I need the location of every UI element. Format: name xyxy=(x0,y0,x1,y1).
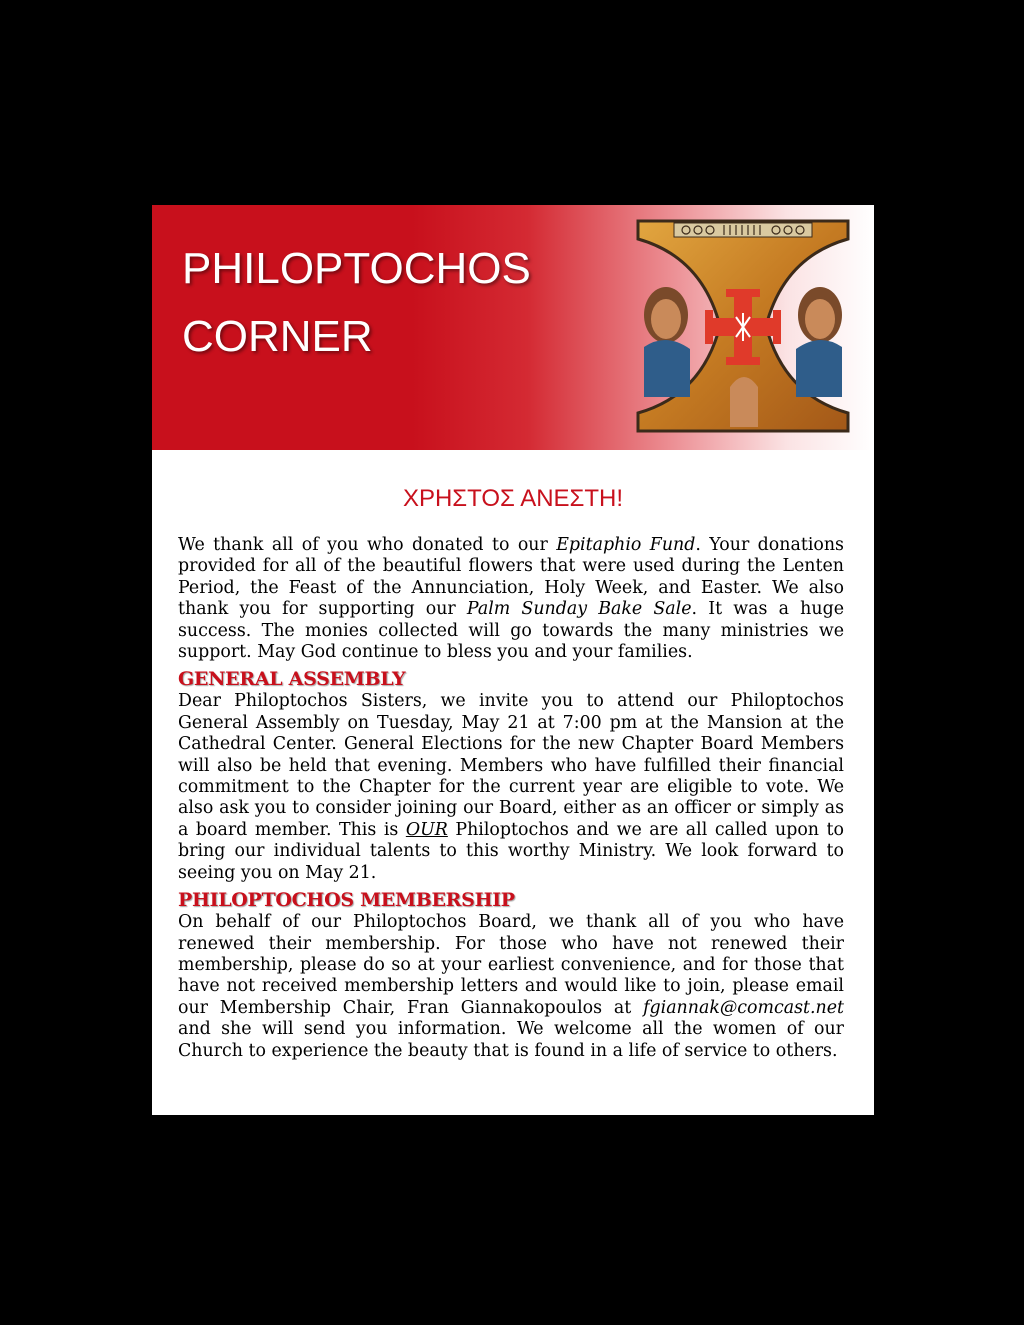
general-assembly-paragraph xyxy=(178,691,844,884)
intro-text-1: We thank all of you who donated to our xyxy=(178,535,557,555)
intro-text-2: . Your donations provided for all of the beautiful flowers that were used during the Lenten Period, the Feast of the Annunciation, Holy Week, and Easter. We also thank you for supporting our xyxy=(178,535,844,620)
intro-paragraph xyxy=(178,535,844,663)
membership-paragraph xyxy=(178,912,844,1062)
newsletter-page xyxy=(152,205,874,1115)
newsletter-content xyxy=(178,535,844,1062)
epitaphio-fund-text: Epitaphio Fund xyxy=(556,535,696,555)
general-assembly-text-1: Dear Philoptochos Sisters, we invite you to attend our Philoptochos General Assembly on Tuesday, May 21 at 7:00 pm at the Mansion at the Cathedral Center. General Elections for the new Chapter Board Members will also be held that evening. Members who have fulfilled their financial commitment to the Chapter for the current year are eligible to vote. We also ask you to consider joining our Board, either as an officer or simply as a board member. This is xyxy=(178,691,844,840)
easter-greeting: ΧΡΗΣΤΟΣ ΑΝΕΣΤΗ! xyxy=(402,485,624,512)
header-banner xyxy=(152,205,874,450)
banner-title-line-1: PHILOPTOCHOS xyxy=(182,244,531,293)
membership-text-1: On behalf of our Philoptochos Board, we thank all of you who have renewed their membership. For those who have not renewed their membership, please do so at your earliest convenience, and for those that have not received membership letters and would like to join, please email our Membership Chair, Fran Giannakopoulos at xyxy=(178,912,844,1018)
general-assembly-heading: GENERAL ASSEMBLY xyxy=(178,668,406,691)
byzantine-cross-icon xyxy=(634,217,852,435)
membership-heading: PHILOPTOCHOS MEMBERSHIP xyxy=(178,889,515,912)
banner-title xyxy=(182,235,531,371)
banner-title-line-2: CORNER xyxy=(182,312,373,362)
general-assembly-text-2: Philoptochos and we are all called upon to bring our individual talents to this worthy Ministry. We look forward to seeing you on May 21. xyxy=(178,819,844,883)
our-emphasis: OUR xyxy=(405,819,448,840)
intro-text-3: . It was a huge success. The monies collected will go towards the many ministries we support. May God continue to bless you and your families. xyxy=(178,599,844,663)
membership-text-2: and she will send you information. We welcome all the women of our Church to experience the beauty that is found in a life of service to others. xyxy=(178,1019,844,1061)
bake-sale-text: Palm Sunday Bake Sale xyxy=(466,599,692,620)
membership-email: fgiannak@comcast.net xyxy=(643,997,844,1018)
